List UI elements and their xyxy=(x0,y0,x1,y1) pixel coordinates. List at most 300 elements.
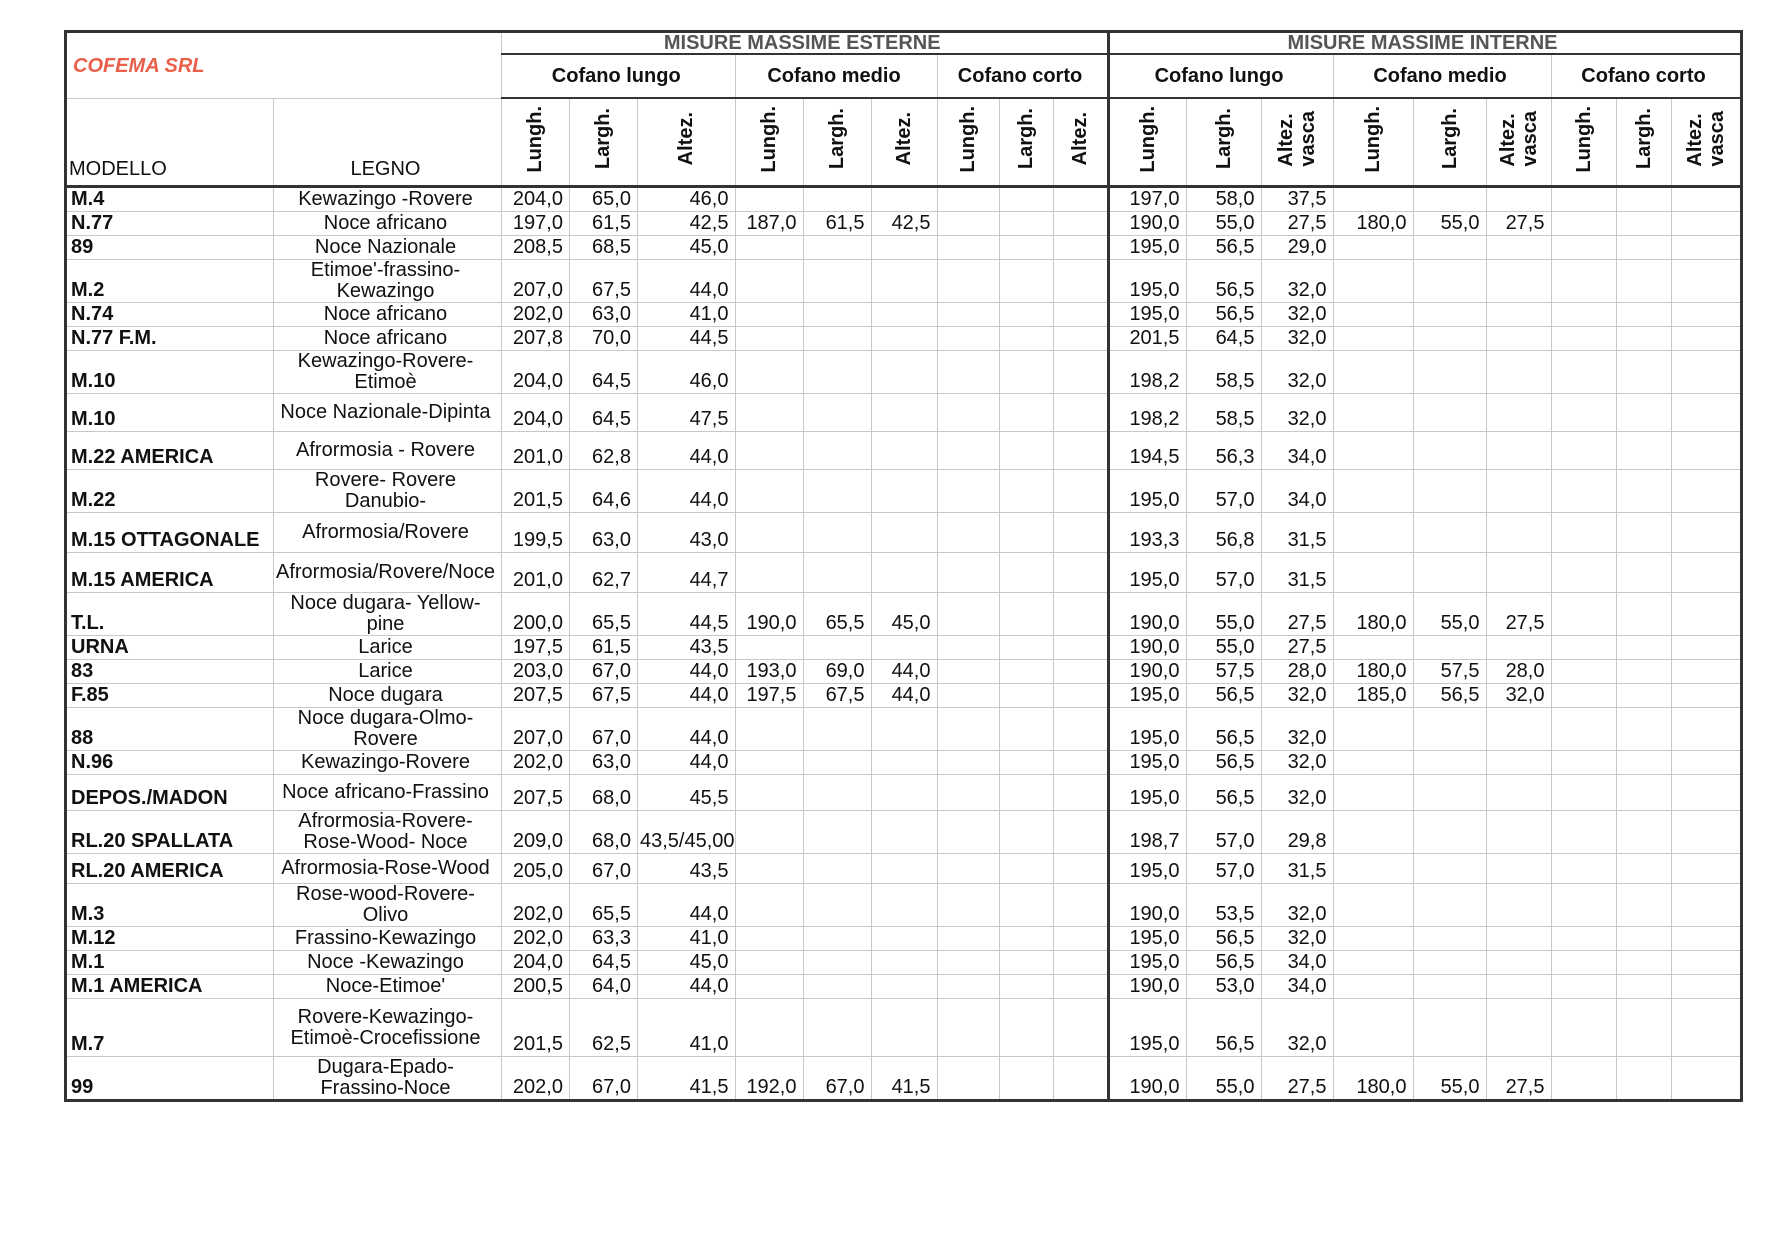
value-cell: 32,0 xyxy=(1261,327,1333,351)
value-cell xyxy=(1333,553,1413,593)
value-cell: 204,0 xyxy=(501,394,569,432)
model-cell: M.10 xyxy=(66,394,274,432)
value-cell: 195,0 xyxy=(1108,260,1186,303)
model-cell: M.22 xyxy=(66,470,274,513)
table-row xyxy=(66,636,1742,660)
value-cell xyxy=(871,636,937,660)
value-cell xyxy=(1333,636,1413,660)
value-cell xyxy=(1671,999,1741,1057)
value-cell xyxy=(1551,303,1616,327)
value-cell xyxy=(999,351,1053,394)
table-row xyxy=(66,927,1742,951)
value-cell xyxy=(1486,303,1551,327)
value-cell xyxy=(999,212,1053,236)
value-cell: 197,0 xyxy=(501,212,569,236)
value-cell: 44,0 xyxy=(637,684,735,708)
value-cell: 197,0 xyxy=(1108,187,1186,212)
value-cell xyxy=(937,636,999,660)
value-cell xyxy=(1671,1057,1741,1101)
value-cell: 195,0 xyxy=(1108,751,1186,775)
value-cell xyxy=(1413,751,1486,775)
value-cell: 44,5 xyxy=(637,327,735,351)
value-cell: 64,5 xyxy=(569,351,637,394)
value-cell: 41,0 xyxy=(637,927,735,951)
value-cell xyxy=(735,260,803,303)
value-cell xyxy=(937,927,999,951)
value-cell: 56,5 xyxy=(1413,684,1486,708)
value-cell xyxy=(1333,951,1413,975)
value-cell xyxy=(1413,951,1486,975)
value-cell xyxy=(871,236,937,260)
value-cell xyxy=(1413,327,1486,351)
model-cell: 99 xyxy=(66,1057,274,1101)
value-cell xyxy=(1616,513,1671,553)
value-cell xyxy=(999,951,1053,975)
value-cell: 29,8 xyxy=(1261,811,1333,854)
table-row xyxy=(66,593,1742,636)
value-cell: 32,0 xyxy=(1261,708,1333,751)
value-cell: 31,5 xyxy=(1261,513,1333,553)
value-cell xyxy=(871,811,937,854)
value-cell: 67,0 xyxy=(569,854,637,884)
value-cell xyxy=(937,513,999,553)
dim-label: Altez. xyxy=(893,112,915,166)
value-cell xyxy=(999,236,1053,260)
value-cell: 56,5 xyxy=(1186,303,1261,327)
value-cell xyxy=(803,303,871,327)
wood-cell: Noce Nazionale xyxy=(274,236,502,260)
value-cell: 195,0 xyxy=(1108,951,1186,975)
value-cell: 57,0 xyxy=(1186,553,1261,593)
value-cell xyxy=(803,513,871,553)
model-cell: 88 xyxy=(66,708,274,751)
value-cell: 45,5 xyxy=(637,775,735,811)
company-name: COFEMA SRL xyxy=(66,32,502,99)
value-cell: 32,0 xyxy=(1261,351,1333,394)
value-cell: 44,0 xyxy=(637,260,735,303)
value-cell: 32,0 xyxy=(1261,927,1333,951)
value-cell: 68,0 xyxy=(569,811,637,854)
ext-lungo-dim-header-1 xyxy=(569,98,637,187)
wood-cell: Afrormosia/Rovere/Noce xyxy=(274,553,502,593)
value-cell: 190,0 xyxy=(1108,975,1186,999)
value-cell xyxy=(1053,513,1108,553)
value-cell xyxy=(1616,975,1671,999)
value-cell: 63,0 xyxy=(569,751,637,775)
value-cell xyxy=(999,303,1053,327)
int-medio-dim-header-1 xyxy=(1413,98,1486,187)
value-cell xyxy=(1053,1057,1108,1101)
table-row xyxy=(66,470,1742,513)
value-cell: 58,5 xyxy=(1186,394,1261,432)
value-cell xyxy=(1616,660,1671,684)
value-cell xyxy=(1053,394,1108,432)
value-cell: 205,0 xyxy=(501,854,569,884)
value-cell: 45,0 xyxy=(637,951,735,975)
value-cell xyxy=(1053,975,1108,999)
value-cell xyxy=(1486,775,1551,811)
value-cell xyxy=(1413,260,1486,303)
value-cell xyxy=(1551,432,1616,470)
value-cell: 195,0 xyxy=(1108,927,1186,951)
value-cell: 61,5 xyxy=(569,636,637,660)
value-cell xyxy=(999,553,1053,593)
value-cell xyxy=(1053,884,1108,927)
value-cell: 207,8 xyxy=(501,327,569,351)
value-cell: 27,5 xyxy=(1486,1057,1551,1101)
table-row xyxy=(66,811,1742,854)
value-cell: 200,0 xyxy=(501,593,569,636)
value-cell xyxy=(999,636,1053,660)
value-cell: 65,5 xyxy=(569,593,637,636)
value-cell xyxy=(1551,327,1616,351)
value-cell: 202,0 xyxy=(501,927,569,951)
value-cell xyxy=(1671,394,1741,432)
value-cell xyxy=(999,327,1053,351)
external-measures-header: MISURE MASSIME ESTERNE xyxy=(501,32,1108,55)
value-cell: 44,0 xyxy=(637,470,735,513)
value-cell xyxy=(1413,470,1486,513)
model-cell: RL.20 SPALLATA xyxy=(66,811,274,854)
value-cell xyxy=(1551,975,1616,999)
value-cell xyxy=(1053,708,1108,751)
value-cell: 32,0 xyxy=(1261,884,1333,927)
value-cell xyxy=(937,303,999,327)
value-cell xyxy=(871,775,937,811)
value-cell: 44,0 xyxy=(637,432,735,470)
value-cell: 65,0 xyxy=(569,187,637,212)
value-cell xyxy=(1486,951,1551,975)
value-cell xyxy=(1333,394,1413,432)
value-cell: 43,5 xyxy=(637,636,735,660)
table-row xyxy=(66,236,1742,260)
value-cell: 67,0 xyxy=(803,1057,871,1101)
value-cell xyxy=(1486,236,1551,260)
value-cell: 64,5 xyxy=(569,951,637,975)
wood-cell: Etimoe'-frassino-Kewazingo xyxy=(274,260,502,303)
table-row xyxy=(66,660,1742,684)
table-row xyxy=(66,951,1742,975)
value-cell xyxy=(735,951,803,975)
dim-label: Largh. xyxy=(1632,108,1655,170)
value-cell xyxy=(1551,884,1616,927)
value-cell xyxy=(1486,327,1551,351)
value-cell xyxy=(803,927,871,951)
ext-lungo-dim-header-0 xyxy=(501,98,569,187)
value-cell: 61,5 xyxy=(803,212,871,236)
value-cell: 58,5 xyxy=(1186,351,1261,394)
value-cell xyxy=(1333,513,1413,553)
value-cell xyxy=(1671,854,1741,884)
value-cell xyxy=(937,811,999,854)
value-cell: 190,0 xyxy=(1108,212,1186,236)
casket-dimensions-table xyxy=(64,30,1743,1102)
value-cell xyxy=(1551,593,1616,636)
value-cell xyxy=(1413,513,1486,553)
value-cell xyxy=(1671,260,1741,303)
value-cell: 56,5 xyxy=(1186,260,1261,303)
dim-label: Lungh. xyxy=(1362,105,1384,173)
table-row xyxy=(66,260,1742,303)
value-cell: 58,0 xyxy=(1186,187,1261,212)
value-cell: 32,0 xyxy=(1261,394,1333,432)
value-cell xyxy=(1333,884,1413,927)
value-cell: 53,5 xyxy=(1186,884,1261,927)
value-cell: 56,5 xyxy=(1186,775,1261,811)
value-cell: 197,5 xyxy=(735,684,803,708)
value-cell xyxy=(735,327,803,351)
value-cell xyxy=(1671,708,1741,751)
value-cell xyxy=(937,854,999,884)
value-cell xyxy=(1671,775,1741,811)
value-cell: 202,0 xyxy=(501,303,569,327)
value-cell xyxy=(1413,811,1486,854)
dim-label: Altez. vasca xyxy=(1683,111,1728,167)
value-cell xyxy=(735,751,803,775)
value-cell xyxy=(1413,854,1486,884)
value-cell: 41,0 xyxy=(637,303,735,327)
value-cell xyxy=(1486,636,1551,660)
table-row xyxy=(66,327,1742,351)
value-cell xyxy=(735,775,803,811)
model-cell: M.22 AMERICA xyxy=(66,432,274,470)
value-cell xyxy=(735,636,803,660)
value-cell xyxy=(1671,751,1741,775)
value-cell xyxy=(1486,187,1551,212)
value-cell xyxy=(1333,260,1413,303)
value-cell xyxy=(1551,927,1616,951)
value-cell: 204,0 xyxy=(501,351,569,394)
value-cell xyxy=(1053,260,1108,303)
wood-cell: Kewazingo -Rovere xyxy=(274,187,502,212)
wood-cell: Rovere- Rovere Danubio- xyxy=(274,470,502,513)
model-cell: URNA xyxy=(66,636,274,660)
value-cell: 197,5 xyxy=(501,636,569,660)
value-cell xyxy=(1551,708,1616,751)
value-cell xyxy=(871,553,937,593)
value-cell: 195,0 xyxy=(1108,553,1186,593)
value-cell xyxy=(999,684,1053,708)
value-cell xyxy=(1486,553,1551,593)
value-cell: 32,0 xyxy=(1261,751,1333,775)
value-cell xyxy=(803,432,871,470)
value-cell xyxy=(803,470,871,513)
value-cell xyxy=(1551,751,1616,775)
value-cell: 57,0 xyxy=(1186,811,1261,854)
value-cell: 42,5 xyxy=(871,212,937,236)
value-cell xyxy=(1616,775,1671,811)
value-cell xyxy=(1551,775,1616,811)
value-cell: 56,3 xyxy=(1186,432,1261,470)
dim-label: Largh. xyxy=(1212,108,1235,170)
value-cell: 190,0 xyxy=(1108,660,1186,684)
value-cell xyxy=(937,951,999,975)
value-cell xyxy=(1486,999,1551,1057)
int-cofano-medio-header: Cofano medio xyxy=(1333,54,1551,98)
value-cell xyxy=(937,553,999,593)
model-cell: F.85 xyxy=(66,684,274,708)
value-cell xyxy=(1616,553,1671,593)
value-cell: 67,0 xyxy=(569,708,637,751)
value-cell xyxy=(1616,236,1671,260)
value-cell xyxy=(871,975,937,999)
value-cell: 44,5 xyxy=(637,593,735,636)
value-cell xyxy=(1333,751,1413,775)
value-cell: 194,5 xyxy=(1108,432,1186,470)
value-cell: 44,7 xyxy=(637,553,735,593)
value-cell xyxy=(803,999,871,1057)
value-cell: 64,5 xyxy=(1186,327,1261,351)
value-cell: 27,5 xyxy=(1261,1057,1333,1101)
value-cell xyxy=(999,708,1053,751)
value-cell xyxy=(1053,999,1108,1057)
value-cell xyxy=(1413,708,1486,751)
value-cell xyxy=(1616,811,1671,854)
ext-corto-dim-header-2 xyxy=(1053,98,1108,187)
value-cell: 62,5 xyxy=(569,999,637,1057)
model-cell: M.1 xyxy=(66,951,274,975)
wood-cell: Noce africano-Frassino xyxy=(274,775,502,811)
modello-column-header: MODELLO xyxy=(66,98,274,187)
value-cell xyxy=(1053,236,1108,260)
value-cell xyxy=(1551,187,1616,212)
value-cell: 207,5 xyxy=(501,684,569,708)
table-row xyxy=(66,303,1742,327)
value-cell: 32,0 xyxy=(1261,999,1333,1057)
value-cell: 27,5 xyxy=(1486,593,1551,636)
value-cell xyxy=(803,775,871,811)
value-cell: 56,5 xyxy=(1186,708,1261,751)
value-cell xyxy=(1413,303,1486,327)
value-cell xyxy=(999,432,1053,470)
value-cell xyxy=(1333,708,1413,751)
value-cell xyxy=(735,975,803,999)
value-cell xyxy=(735,187,803,212)
value-cell: 202,0 xyxy=(501,751,569,775)
value-cell xyxy=(803,187,871,212)
value-cell xyxy=(803,394,871,432)
value-cell xyxy=(1551,951,1616,975)
value-cell: 64,6 xyxy=(569,470,637,513)
value-cell xyxy=(999,975,1053,999)
value-cell xyxy=(1486,394,1551,432)
value-cell: 56,8 xyxy=(1186,513,1261,553)
value-cell xyxy=(1551,999,1616,1057)
int-lungo-dim-header-1 xyxy=(1186,98,1261,187)
value-cell xyxy=(937,187,999,212)
table-row xyxy=(66,212,1742,236)
value-cell: 190,0 xyxy=(1108,1057,1186,1101)
value-cell xyxy=(735,470,803,513)
model-cell: N.96 xyxy=(66,751,274,775)
wood-cell: Rose-wood-Rovere-Olivo xyxy=(274,884,502,927)
value-cell: 202,0 xyxy=(501,884,569,927)
value-cell xyxy=(1671,975,1741,999)
ext-lungo-dim-header-2 xyxy=(637,98,735,187)
value-cell xyxy=(735,303,803,327)
value-cell xyxy=(999,854,1053,884)
value-cell xyxy=(937,884,999,927)
value-cell xyxy=(871,927,937,951)
value-cell xyxy=(1053,660,1108,684)
ext-cofano-medio-header: Cofano medio xyxy=(735,54,937,98)
model-cell: M.3 xyxy=(66,884,274,927)
value-cell xyxy=(1551,394,1616,432)
value-cell xyxy=(999,187,1053,212)
value-cell xyxy=(937,432,999,470)
value-cell: 63,0 xyxy=(569,513,637,553)
model-cell: M.12 xyxy=(66,927,274,951)
table-row xyxy=(66,553,1742,593)
value-cell: 41,5 xyxy=(637,1057,735,1101)
value-cell xyxy=(1053,811,1108,854)
value-cell: 195,0 xyxy=(1108,775,1186,811)
value-cell xyxy=(1616,260,1671,303)
value-cell: 204,0 xyxy=(501,951,569,975)
value-cell xyxy=(1671,927,1741,951)
value-cell: 43,5/45,00 xyxy=(637,811,735,854)
value-cell xyxy=(937,660,999,684)
value-cell xyxy=(1616,951,1671,975)
value-cell: 180,0 xyxy=(1333,593,1413,636)
value-cell xyxy=(937,212,999,236)
value-cell xyxy=(1053,775,1108,811)
model-cell: M.1 AMERICA xyxy=(66,975,274,999)
model-cell: N.77 F.M. xyxy=(66,327,274,351)
value-cell: 201,0 xyxy=(501,432,569,470)
value-cell xyxy=(1333,975,1413,999)
value-cell: 46,0 xyxy=(637,187,735,212)
value-cell xyxy=(999,775,1053,811)
value-cell xyxy=(1053,927,1108,951)
value-cell: 27,5 xyxy=(1261,212,1333,236)
table-row xyxy=(66,513,1742,553)
value-cell: 202,0 xyxy=(501,1057,569,1101)
wood-cell: Afrormosia-Rovere-Rose-Wood- Noce xyxy=(274,811,502,854)
ext-cofano-lungo-header: Cofano lungo xyxy=(501,54,735,98)
table-row xyxy=(66,684,1742,708)
value-cell xyxy=(803,975,871,999)
int-cofano-lungo-header: Cofano lungo xyxy=(1108,54,1333,98)
value-cell: 67,5 xyxy=(569,260,637,303)
value-cell: 56,5 xyxy=(1186,951,1261,975)
value-cell xyxy=(803,351,871,394)
value-cell xyxy=(937,684,999,708)
value-cell xyxy=(1413,975,1486,999)
value-cell xyxy=(1053,432,1108,470)
value-cell: 195,0 xyxy=(1108,236,1186,260)
value-cell: 55,0 xyxy=(1186,593,1261,636)
value-cell xyxy=(1413,187,1486,212)
value-cell: 31,5 xyxy=(1261,854,1333,884)
model-cell: 83 xyxy=(66,660,274,684)
dim-label: Largh. xyxy=(1438,108,1461,170)
value-cell xyxy=(803,327,871,351)
value-cell: 198,2 xyxy=(1108,394,1186,432)
value-cell: 44,0 xyxy=(637,884,735,927)
value-cell xyxy=(1053,327,1108,351)
value-cell: 57,0 xyxy=(1186,470,1261,513)
value-cell xyxy=(1616,351,1671,394)
wood-cell: Noce dugara xyxy=(274,684,502,708)
table-row xyxy=(66,394,1742,432)
value-cell: 56,5 xyxy=(1186,999,1261,1057)
value-cell: 29,0 xyxy=(1261,236,1333,260)
value-cell xyxy=(871,513,937,553)
model-cell: RL.20 AMERICA xyxy=(66,854,274,884)
ext-corto-dim-header-0 xyxy=(937,98,999,187)
value-cell xyxy=(1486,432,1551,470)
